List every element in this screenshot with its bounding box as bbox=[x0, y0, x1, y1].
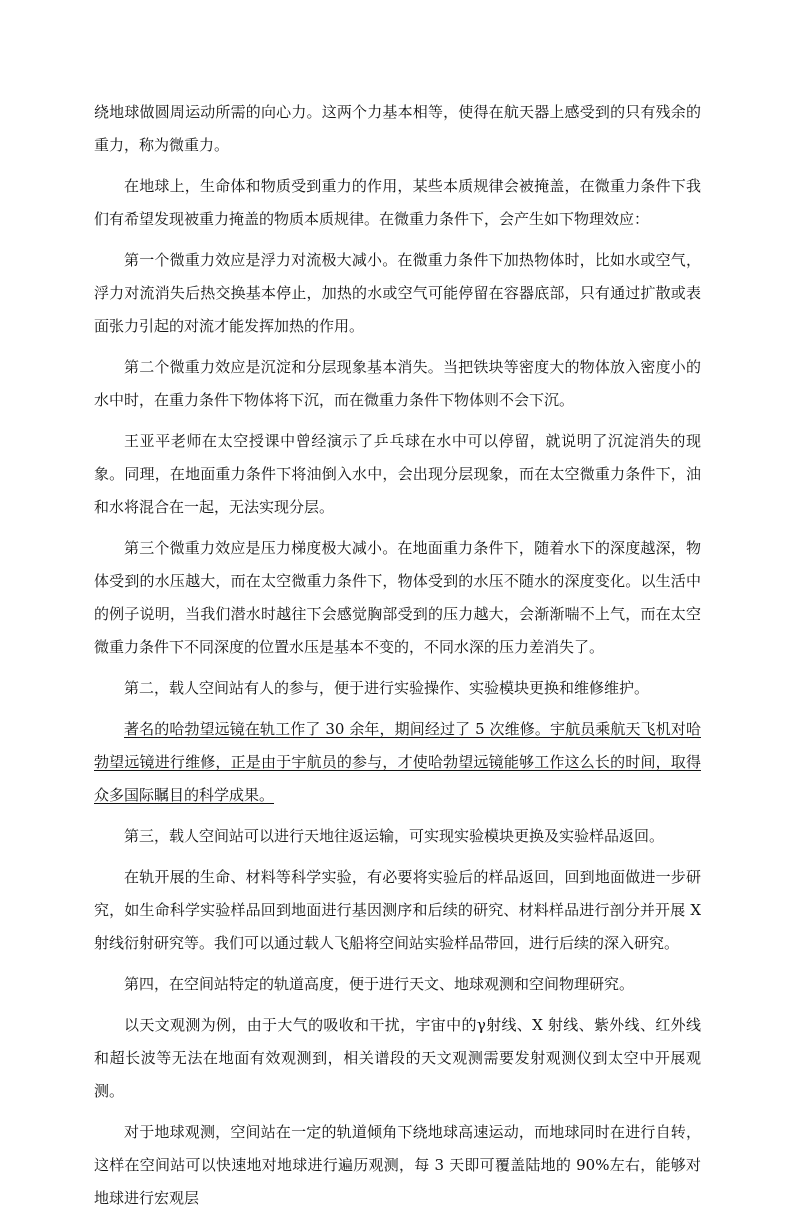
paragraph-human-participation: 第二，载人空间站有人的参与，便于进行实验操作、实验模块更换和维修维护。 bbox=[124, 679, 650, 697]
document-body bbox=[94, 96, 701, 1223]
paragraph-hubble-maintenance: 著名的哈勃望远镜在轨工作了 30 余年，期间经过了 5 次维修。宇航员乘航天飞机对哈勃望远镜进行维修，正是由于宇航员的参与，才使哈勃望远镜能够工作这么长的时间，取得众多国际瞩目的科学成果。 bbox=[94, 720, 701, 804]
paragraph-pressure-gradient: 第三个微重力效应是压力梯度极大减小。在地面重力条件下，随着水下的深度越深，物体受到的水压越大，而在太空微重力条件下，物体受到的水压不随水的深度变化。以生活中的例子说明，当我们潜水时越往下会感觉胸部受到的压力越大，会渐渐喘不上气，而在太空微重力条件下不同深度的位置水压是基本不变的，不同水深的压力差消失了。 bbox=[94, 539, 701, 656]
paragraph-buoyancy-convection: 第一个微重力效应是浮力对流极大减小。在微重力条件下加热物体时，比如水或空气，浮力对流消失后热交换基本停止，加热的水或空气可能停留在容器底部，只有通过扩散或表面张力引起的对流才能发挥加热的作用。 bbox=[94, 251, 701, 335]
paragraph-centripetal-force: 绕地球做圆周运动所需的向心力。这两个力基本相等，使得在航天器上感受到的只有残余的重力，称为微重力。 bbox=[94, 103, 701, 154]
paragraph-wang-yaping-demo: 王亚平老师在太空授课中曾经演示了乒乓球在水中可以停留，就说明了沉淀消失的现象。同理，在地面重力条件下将油倒入水中，会出现分层现象，而在太空微重力条件下，油和水将混合在一起，无法实现分层。 bbox=[94, 432, 701, 516]
paragraph-microgravity-intro: 在地球上，生命体和物质受到重力的作用，某些本质规律会被掩盖，在微重力条件下我们有希望发现被重力掩盖的物质本质规律。在微重力条件下，会产生如下物理效应： bbox=[94, 177, 701, 228]
paragraph-sample-return: 在轨开展的生命、材料等科学实验，有必要将实验后的样品返回，回到地面做进一步研究，如生命科学实验样品回到地面进行基因测序和后续的研究、材料样品进行剖分并开展 X 射线衍射研究等。我们可以通过载人飞船将空间站实验样品带回，进行后续的深入研究。 bbox=[94, 868, 701, 952]
paragraph-round-trip-transport: 第三，载人空间站可以进行天地往返运输，可实现实验模块更换及实验样品返回。 bbox=[124, 827, 665, 845]
paragraph-astronomy-observation: 以天文观测为例，由于大气的吸收和干扰，宇宙中的γ射线、X 射线、紫外线、红外线和超长波等无法在地面有效观测到，相关谱段的天文观测需要发射观测仪到太空中开展观测。 bbox=[94, 1016, 701, 1100]
paragraph-orbit-altitude: 第四，在空间站特定的轨道高度，便于进行天文、地球观测和空间物理研究。 bbox=[124, 975, 635, 993]
paragraph-earth-observation: 对于地球观测，空间站在一定的轨道倾角下绕地球高速运动，而地球同时在进行自转，这样在空间站可以快速地对地球进行遍历观测，每 3 天即可覆盖陆地的 90%左右，能够对地球进行宏观层 bbox=[94, 1123, 701, 1207]
paragraph-sedimentation: 第二个微重力效应是沉淀和分层现象基本消失。当把铁块等密度大的物体放入密度小的水中时，在重力条件下物体将下沉，而在微重力条件下物体则不会下沉。 bbox=[94, 358, 701, 409]
